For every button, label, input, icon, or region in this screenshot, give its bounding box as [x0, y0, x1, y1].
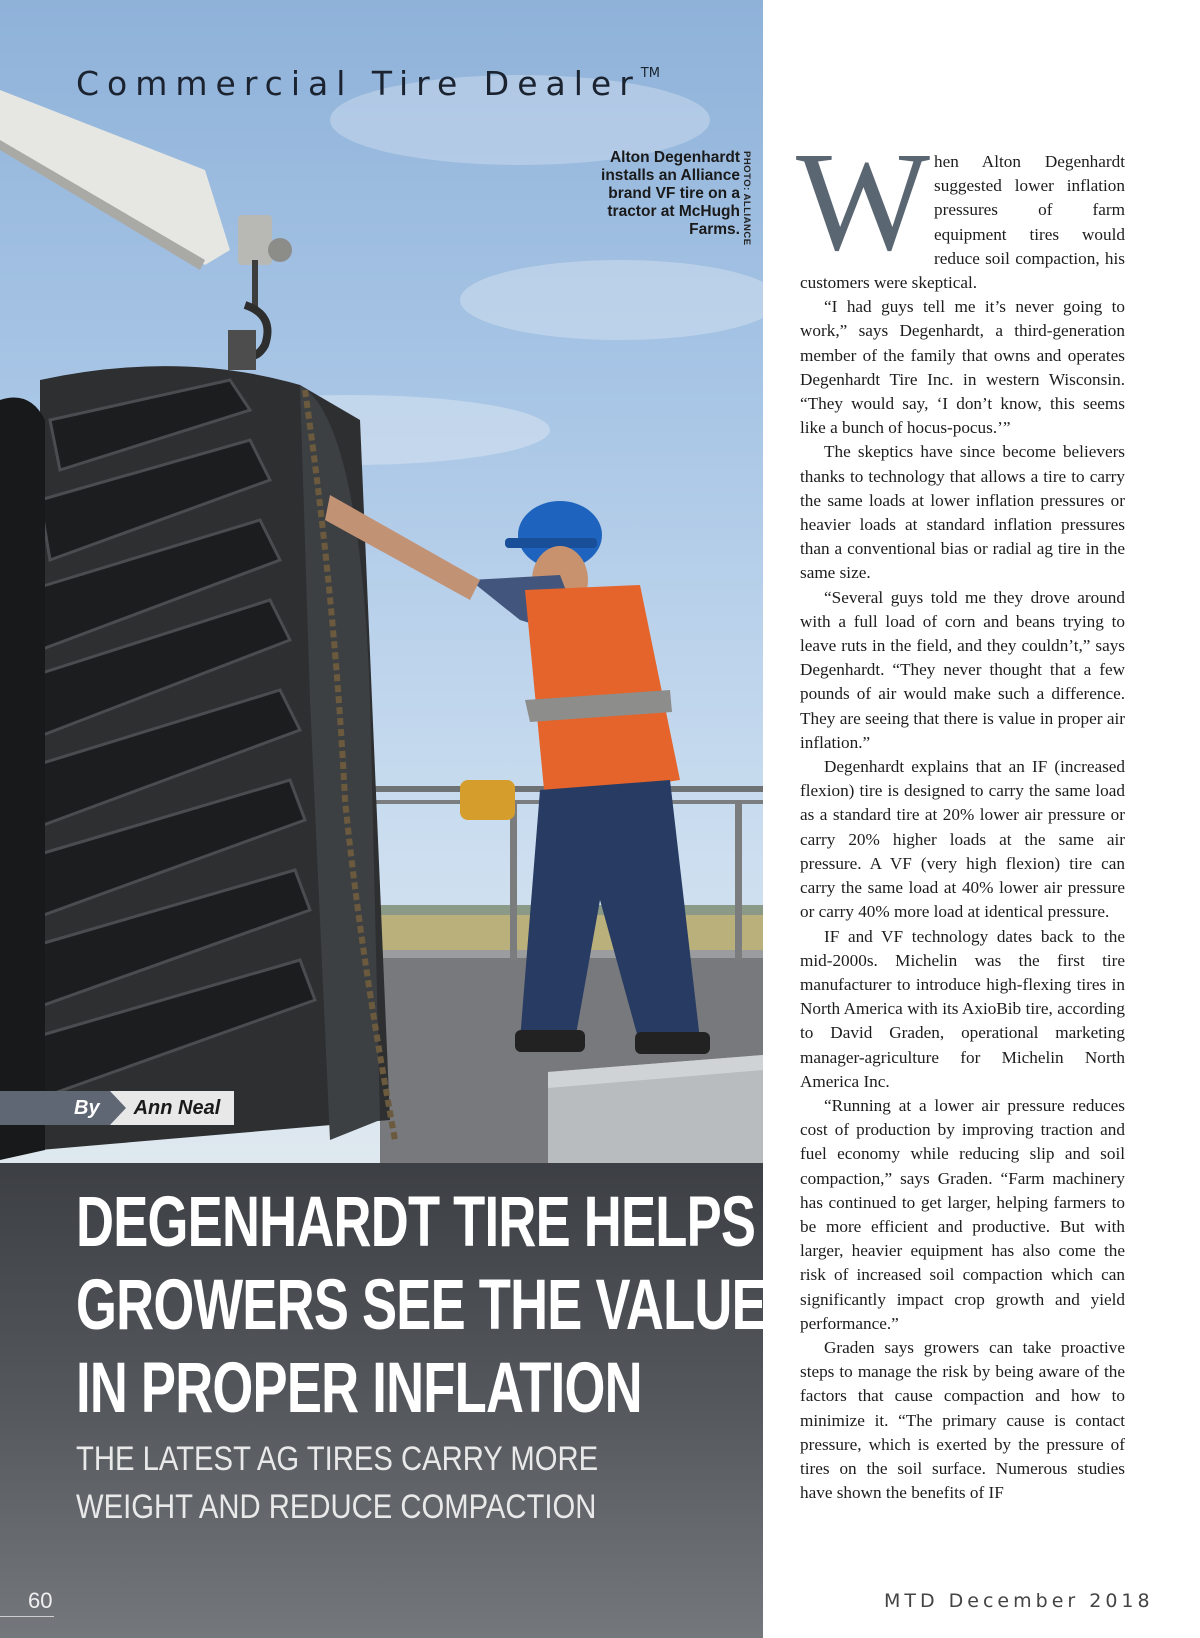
- article-paragraph: “Running at a lower air pressure reduces cost of production by improving traction and fuel economy while reducing slip and soil compaction,” says Graden. “Farm machinery has continued to get larger, helping farmers to be more efficient and productive. But with larger, heavier equipment has also come the risk of increased soil compaction which can significantly impact crop growth and yield performance.”: [800, 1095, 1125, 1333]
- article-paragraph: “Several guys told me they drove around with a full load of corn and beans trying to leave ruts in the field, and they couldn’t,” says Degenhardt. “They never thought that a few pounds of air would make such a difference. They are seeing that there is value in proper air inflation.”: [800, 587, 1125, 752]
- byline: [0, 1091, 234, 1125]
- headline-line: IN PROPER INFLATION: [76, 1349, 642, 1428]
- headline-panel: [0, 1163, 766, 1638]
- article-body: [796, 122, 1125, 1505]
- byline-label: By: [0, 1091, 110, 1125]
- feature-photo: [0, 0, 763, 1163]
- page-number-rule: [0, 1616, 54, 1617]
- lead-paragraph-text: hen Alton Degenhardt suggested lower inflation pressures of farm equipment tires would reduce soil compaction, his customers were skeptical.: [800, 152, 1125, 293]
- headline-line: DEGENHARDT TIRE HELPS: [76, 1183, 756, 1262]
- article-paragraph: Graden says growers can take proactive steps to manage the risk by being aware of the factors that cause compaction and how to minimize it. “The primary cause is contact pressure, which is exerted by the pressure of tires on the soil surface. Numerous studies have shown the benefits of IF: [800, 1337, 1125, 1503]
- section-title-text: Commercial Tire Dealer: [76, 64, 641, 103]
- byline-author: Ann Neal: [126, 1091, 235, 1125]
- article-paragraph: [796, 122, 1125, 295]
- article-paragraph: Degenhardt explains that an IF (increased flexion) tire is designed to carry the same load as a standard tire at 20% lower air pressure or carry 20% higher loads at the same air pressure. A VF (very high flexion) tire can carry the same load at 40% lower air pressure or carry 40% more load at identical pressure.: [800, 757, 1125, 922]
- trademark-symbol: TM: [640, 66, 660, 81]
- subhead-line: THE LATEST AG TIRES CARRY MORE: [76, 1440, 599, 1478]
- article-subhead: [76, 1435, 598, 1531]
- article-paragraph: “I had guys tell me it’s never going to work,” says Degenhardt, a third-generation member of the family that owns and operates Degenhardt Tire Inc. in western Wisconsin. “They would say, ‘I don’t know, this seems like a bunch of hocus-pocus.’”: [800, 297, 1125, 438]
- page-number: 60: [28, 1588, 53, 1613]
- photo-credit: PHOTO: ALLIANCE: [741, 151, 752, 246]
- byline-arrow-icon: [110, 1091, 126, 1125]
- magazine-folio: MTD December 2018: [884, 1590, 1154, 1612]
- drop-cap: W: [796, 122, 931, 280]
- article-paragraph: IF and VF technology dates back to the mid-2000s. Michelin was the first tire manufacturer to introduce high-flexing tires in North America with its AxioBib tire, according to David Graden, operational marketing manager-agriculture for Michelin North America Inc.: [800, 926, 1125, 1091]
- article-headline: [76, 1181, 766, 1430]
- photo-caption: Alton Degenhardt installs an Alliance brand VF tire on a tractor at McHugh Farms.: [601, 149, 740, 238]
- subhead-line: WEIGHT AND REDUCE COMPACTION: [76, 1488, 597, 1526]
- headline-line: GROWERS SEE THE VALUE: [76, 1266, 766, 1345]
- section-title: [76, 64, 660, 103]
- article-paragraph: The skeptics have since become believers thanks to technology that allows a tire to carry the same loads at lower inflation pressures or heavier loads at standard inflation pressures than a conventional bias or radial ag tire in the same size.: [800, 442, 1125, 583]
